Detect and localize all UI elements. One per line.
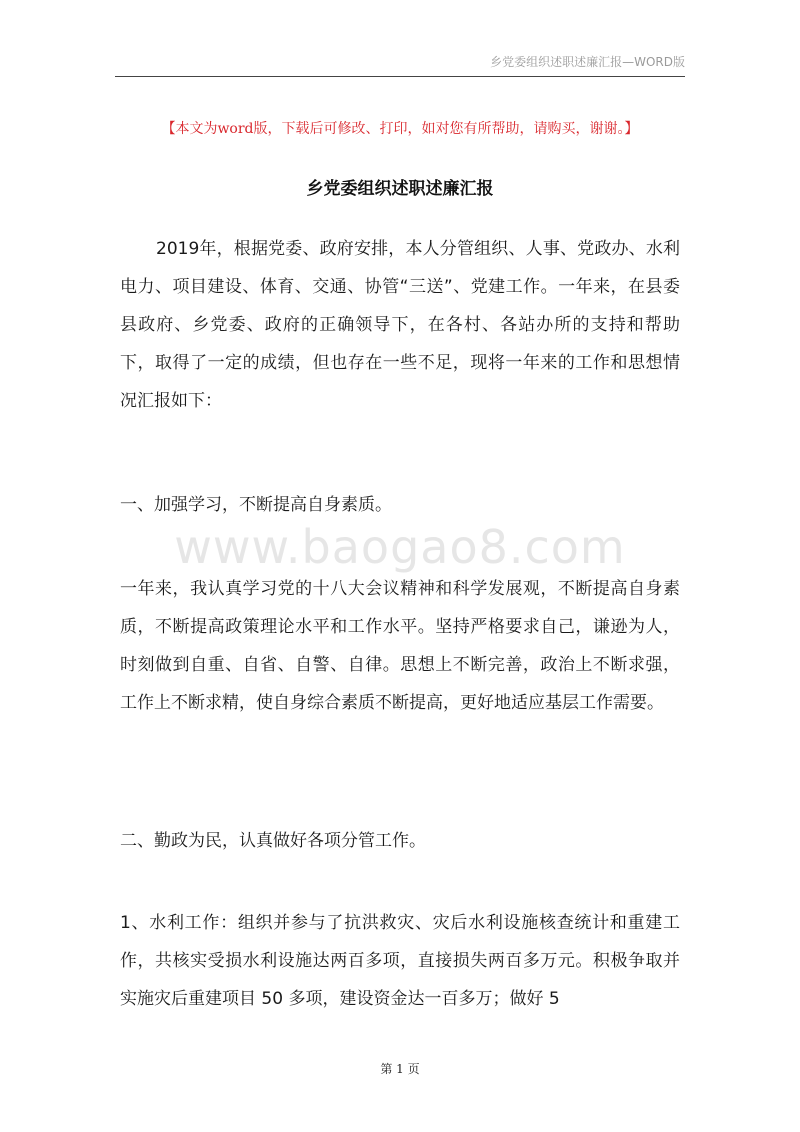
paragraph-water: 1、水利工作：组织并参与了抗洪救灾、灾后水利设施核查统计和重建工作，共核实受损水利设施达两百多项，直接损失两百多万元。积极争取并实施灾后重建项目 50 多项，建设资金达一百多万；做好 5 — [120, 913, 680, 1009]
page-number: 第 1 页 — [380, 1062, 420, 1076]
section-heading-study: 一、加强学习，不断提高自身素质。 — [120, 495, 392, 515]
purchase-notice: 【本文为word版，下载后可修改、打印，如对您有所帮助，请购买，谢谢。】 — [161, 121, 639, 137]
document-title: 乡党委组织述职述廉汇报 — [306, 179, 494, 199]
section-heading-work: 二、勤政为民，认真做好各项分管工作。 — [120, 831, 426, 851]
page-header — [115, 52, 685, 77]
header-title: 乡党委组织述职述廉汇报—WORD版 — [490, 55, 685, 69]
paragraph-intro: 2019年，根据党委、政府安排，本人分管组织、人事、党政办、水利电力、项目建设、体育、交通、协管“三送”、党建工作。一年来，在县委县政府、乡党委、政府的正确领导下，在各村、各站办所的支持和帮助下，取得了一定的成绩，但也存在一些不足，现将一年来的工作和思想情况汇报如下： — [120, 239, 680, 411]
watermark: www.baogao8.com — [174, 520, 626, 574]
paragraph-study: 一年来，我认真学习党的十八大会议精神和科学发展观，不断提高自身素质，不断提高政策理论水平和工作水平。坚持严格要求自己，谦逊为人，时刻做到自重、自省、自警、自律。思想上不断完善，政治上不断求强，工作上不断求精，使自身综合素质不断提高，更好地适应基层工作需要。 — [120, 579, 680, 713]
